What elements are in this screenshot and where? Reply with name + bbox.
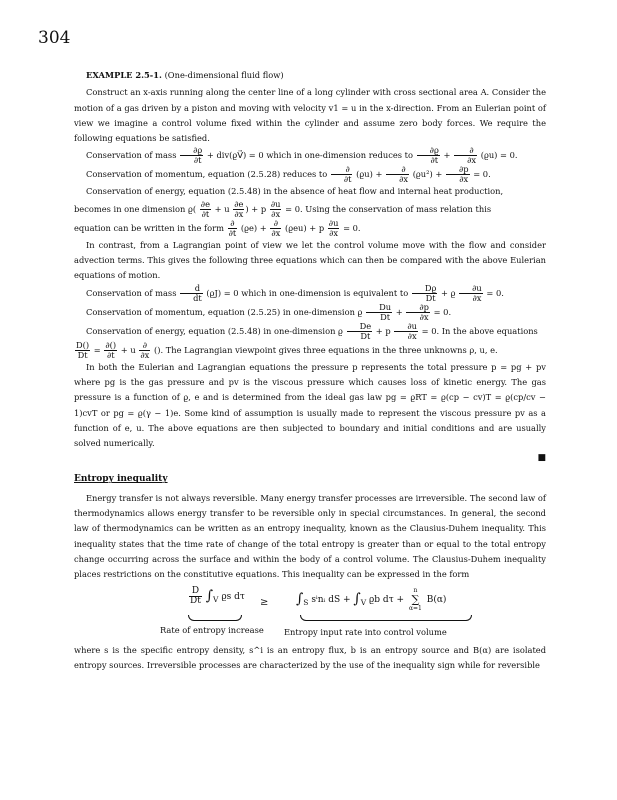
inequality-lhs: $\frac{D}{Dt}$ $\int_V$ ϱs dτ <box>190 585 245 606</box>
entropy-closing: where s is the specific entropy density, s^i is an entropy flux, b is an entropy source and B(α) are isolated entropy sources. Irreversible processes are characterized by the use of the inequality sign while for reversible <box>74 644 546 670</box>
example-header <box>74 68 546 83</box>
rhs-label: Entropy input rate into control volume <box>284 626 447 637</box>
example-heading: EXAMPLE 2.5-1. <box>86 70 162 80</box>
euler-energy-form: equation can be written in the form ∂ ∂t (ϱe) + ∂ ∂x (ϱeu) + p $\frac{\partial u}{\partial x}$ = 0. <box>74 217 361 238</box>
lagrange-intro: In contrast, from a Lagrangian point of view we let the control volume move with the flow and consider advection terms. This gives the following three equations which can then be compared with the above Eulerian equations of motion. <box>74 239 546 281</box>
lhs-underbrace <box>188 615 242 621</box>
example-intro: Construct an x-axis running along the center line of a long cylinder with cross sectional area A. Consider the motion of a gas driven by a piston and moving with velocity v1 = u in the x-direction. From an Eulerian point of view we imagine a control volume fixed within the cylinder and assume zero body forces. We require the following equations be satisfied. <box>74 87 546 144</box>
pressure-paragraph: In both the Eulerian and Lagrangian equations the pressure p represents the total pressure p = pg + pv where pg is the gas pressure and pv is the viscous pressure which causes loss of kinetic energy. The gas pressure is a function of ϱ, e and is determined from the ideal gas law pg = ϱRT = ϱ(cp − cv)T = ϱ(cp/cv − 1)cvT or pg = ϱ(γ − 1)e. Some kind of assumption is usually made to represent the viscous pressure pv as a function of e, u. The above equations are then subjected to boundary and initial conditions and are usually solved numerically. <box>74 361 546 449</box>
page-body <box>74 68 546 673</box>
rhs-underbrace <box>300 615 472 621</box>
entropy-paragraph: Energy transfer is not always reversible. Many energy transfer processes are irreversible. The second law of thermodynamics allows energy transfer to be reversible only in special circumstances. In general, the second law of thermodynamics can be written as an entropy inequality, known as the Clausius-Duhem inequality. This inequality states that the time rate of change of the total entropy is greater than or equal to the total entropy change occurring across the surface and within the body of a control volume. The Clausius-Duhem inequality places restrictions on the constitutive equations. This inequality can be expressed in the form <box>74 492 546 580</box>
euler-energy-text: Conservation of energy, equation (2.5.48) in the absence of heat flow and internal heat production, <box>86 186 504 197</box>
lhs-label: Rate of entropy increase <box>160 624 264 635</box>
geq-sign: ≥ <box>260 596 269 608</box>
end-of-example-mark: ■ <box>537 453 546 464</box>
page-number: 304 <box>38 28 71 48</box>
euler-momentum-equation: Conservation of momentum, equation (2.5.28) reduces to ∂ ∂t (ϱu) + ∂ ∂x (ϱu²) + $\frac{\partial p}{\partial x}$ = 0. <box>86 164 491 185</box>
lagrange-momentum-equation: Conservation of momentum, equation (2.5.25) in one-dimension ϱ $\frac{Du}{Dt}$ + $\frac{\partial p}{\partial x}$ = 0. <box>86 301 452 322</box>
euler-energy-equation: becomes in one dimension ϱ( $\frac{\partial e}{\partial t}$ + u $\frac{\partial e}{\partial x}$ ) + p $\frac{\partial u}{\partial x}$ = 0. Using the conservation of mass relation this <box>74 198 492 219</box>
lagrange-mass-equation: Conservation of mass $\frac{d}{dt}$ (ϱJ) = 0 which in one-dimension is equivalent to $\frac{Dϱ}{Dt}$ + ϱ $\frac{\partial u}{\partial x}$ = 0. <box>86 282 504 303</box>
inequality-rhs: $\int_S$ sⁱnᵢ dS + $\int_V$ ϱb dτ + n ∑ α=1 B(α) <box>296 586 447 612</box>
clausius-duhem-inequality <box>74 585 546 643</box>
lagrange-energy-equation: Conservation of energy, equation (2.5.48) in one-dimension ϱ $\frac{De}{Dt}$ + p $\frac{\partial u}{\partial x}$ = 0. In the above equations <box>86 320 538 341</box>
lagrange-derivative-def: $\frac{D()}{Dt}$ = ∂() ∂t + u ∂ ∂x (). The Lagrangian viewpoint gives three equations in the three unknowns ρ, u, e. <box>76 339 498 360</box>
section-heading-entropy: Entropy inequality <box>74 474 168 485</box>
example-title: (One-dimensional fluid flow) <box>164 70 284 80</box>
euler-mass-equation: Conservation of mass $\frac{\partial ϱ}{\partial t}$ + div(ϱV⃗) = 0 which in one-dimension reduces to $\frac{\partial ϱ}{\partial t}$ + ∂ ∂x (ϱu) = 0. <box>86 145 518 166</box>
